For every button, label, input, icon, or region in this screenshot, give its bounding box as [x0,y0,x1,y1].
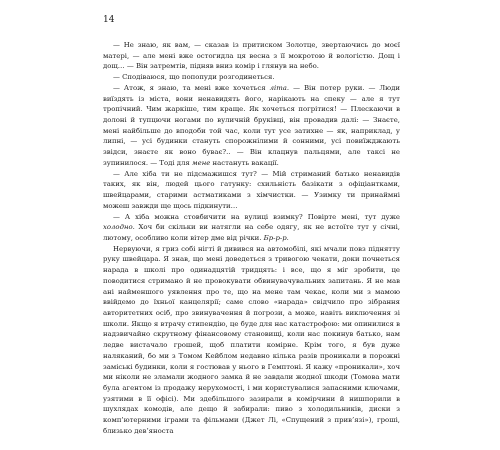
text-run: . Хоч би скільки ви натягли на себе одягу, як не встоїте тут у січні, лютому, особливо коли вітер дме від річки. [103,223,400,242]
paragraph [103,244,400,437]
paragraph [103,169,400,212]
text-run: . [286,233,289,242]
text-run: — Мій стриманий батько ненавидів таких, як він, людей цього гатунку: схильність базікати з офіціантками, швейцарами, старими астматиками з хімчистки. — Узимку ти принаймні можеш завжди ще щось підкинути… [103,169,400,210]
text-run: — Не знаю, як вам, — сказав із притиском Золотце, звертаючись до моєї матері, — але мені вже остогидла ця весна з її мокротою й вологістю. Дощ і дощ… — Він затремтів, підняв вниз комір і глянув на небо. [103,41,400,71]
text-run: — Сподіваюся, що попопуди розгодинеться. [113,73,275,82]
emphasis-text: Бр-р-р [263,233,287,242]
emphasis-text: холодно [103,223,133,232]
paragraph [103,83,400,169]
emphasis-text: літа [269,83,287,92]
text-run: — Атож, я знаю, та мені вже хочеться [113,83,270,92]
emphasis-text: мене [191,158,211,167]
text-run: настануть вакації. [210,158,279,167]
text-run: — Але хіба ти не підсмажишся тут? [113,169,257,178]
text-run: — А хіба можна стовбичити на вулиці взимку? Повірте мені, тут дуже [113,212,400,221]
paragraph [103,72,400,83]
page-number: 14 [103,15,115,25]
body-text [103,40,400,448]
text-run: Нервуючи, я гриз собі нігті й дивився на автомобілі, які мчали повз піднятту руку швейцара. Я знав, що мені доведеться з тривогою чекати, доки почнеться нарада в школі про одинадцятій тридцять: і все, що я міг зробити, це поводитися стримано й не провокувати обвинувачувальних запитань. Я не мав ані найменшого уявлення про те, що на мене там чекає, коли ми з мамою ввійдемо до їхньої канцелярії; саме слово «нарада» свідчило про зібрання авторитетних осіб, про звинувачення й погрози, а може, навіть виключення зі школи. Якщо я втрачу стипендію, це буде для нас катастрофою: ми опинилися в надзвичайно скрутному фінансовому становищі, коли нас покинув батько, нам ледве вистачало грошей, щоб платити комірне. Крім того, я був дуже наляканий, бо ми з Томом Кейблом недавно кілька разів проникали в порожні заміські будинки, коли я гостював у нього в Гемптоні. Я кажу «проникали», хоч ми ніколи не зламали жодного замка й не завдали жодної шкоди (Томова мати була агентом із продажу нерухомості, і ми користувалися запасними ключами, узятими в її офісі). Ми здебільшого зазирали в комірчини й нишпорили в шухлядах комодів, але дещо й забирали: пиво з холодильників, диски з комп’ютерними іграми та фільмами (Джет Лі, «Спущений з прив’язі»), гроші, близько дев’яноста [103,244,400,435]
paragraph [103,40,400,72]
paragraph [103,212,400,244]
text-run: . — Він потер руки. — Люди виїздять із міста, вони ненавидять його, нарікають на спеку — але я тут тропічний. Чим жаркіше, тим краще. Як хочеться погрітися! — Плескаючи в долоні й тупцючи ногами по вуличній бруківці, він провадив далі: — Знаєте, мені найбільше до вподоби той час, коли тут усе затихне — як, наприклад, у липні, — усі будинки стануть спорожнілими й сонними, усі повиїжджають звідси, знаєте як воно буває?.. — Він клацнув пальцями, але таксі не зупинилося. — Тоді для [103,83,400,167]
